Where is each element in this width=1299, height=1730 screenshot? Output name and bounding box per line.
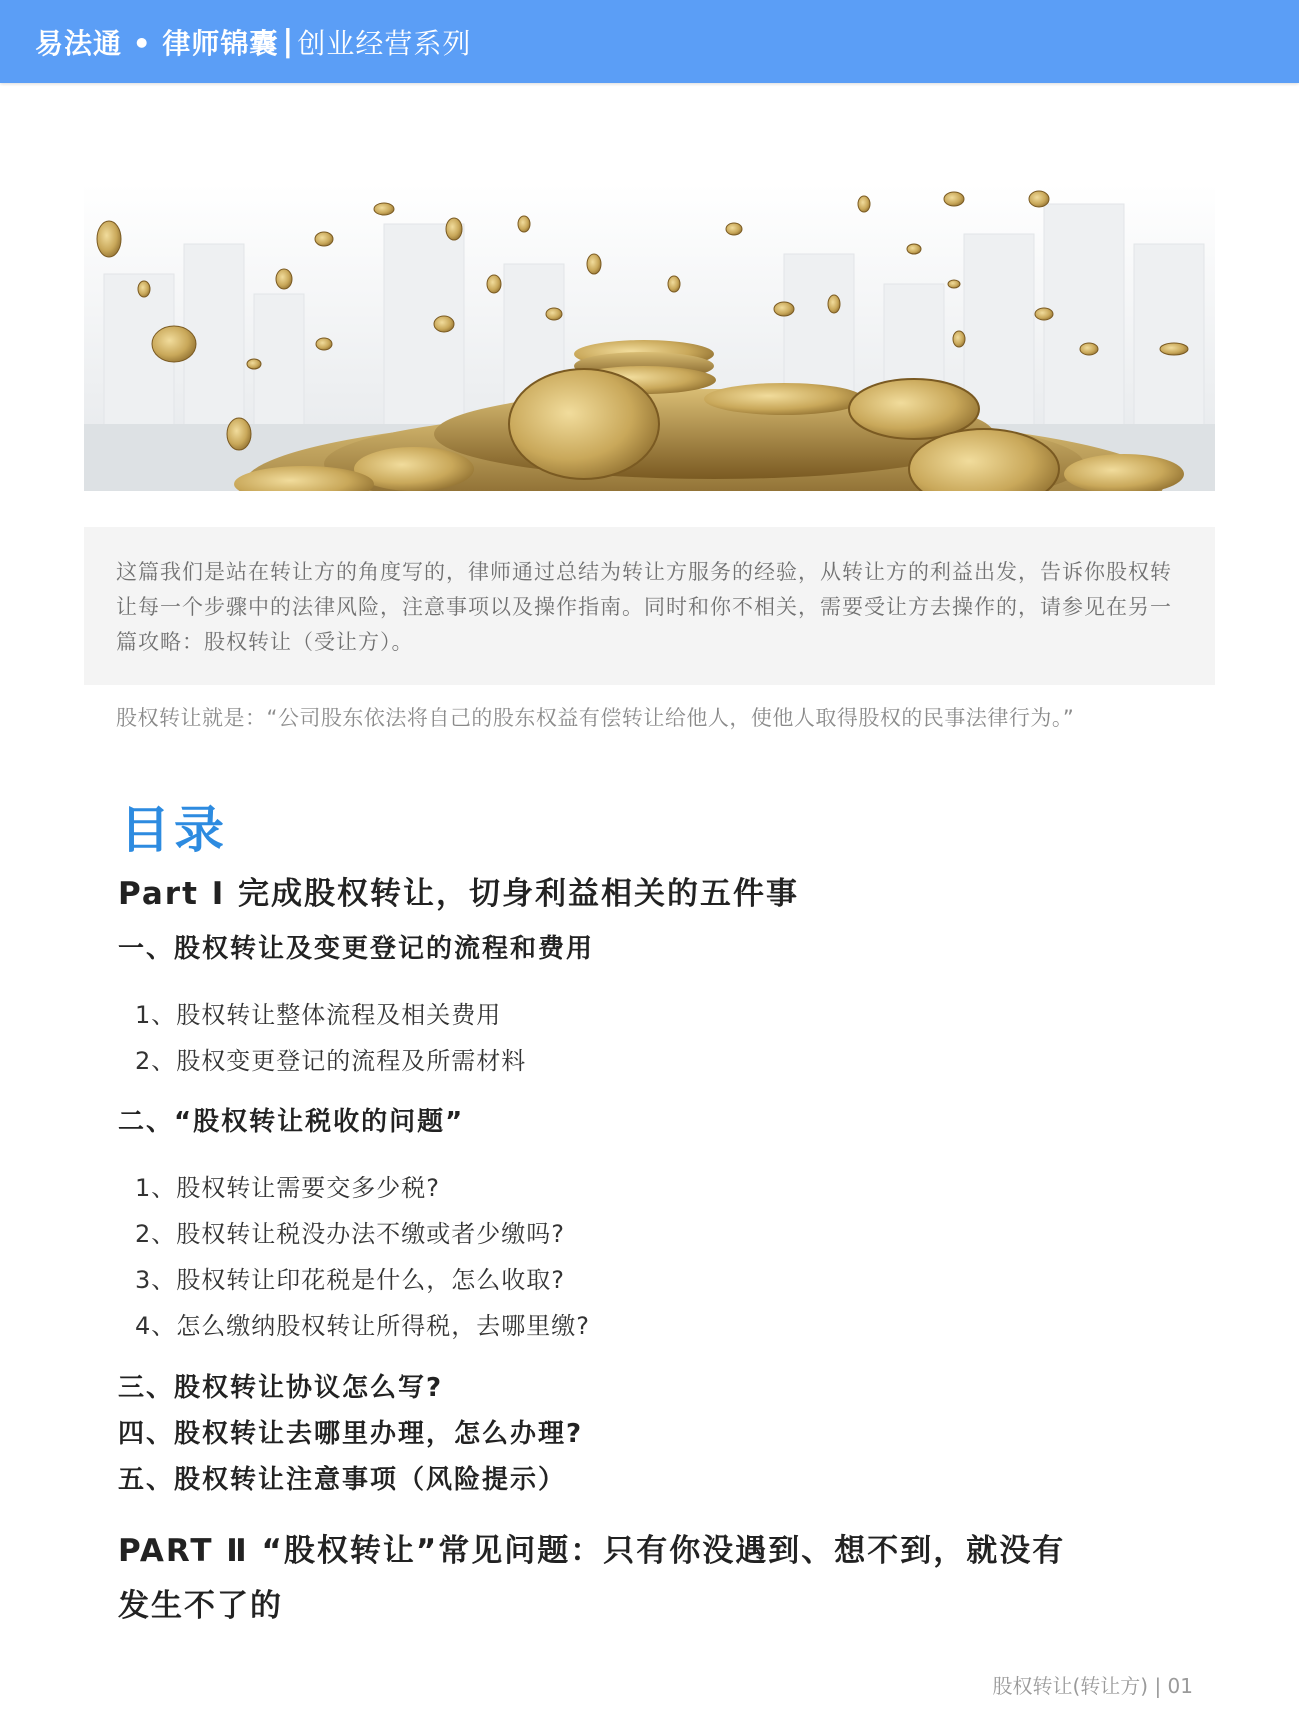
coins-image <box>84 184 1215 491</box>
toc-part-1[interactable]: Part Ⅰ 完成股权转让，切身利益相关的五件事 <box>118 876 800 912</box>
toc-part-2-line-2[interactable]: 发生不了的 <box>118 1588 283 1624</box>
toc-part-2-line-1[interactable]: PART Ⅱ “股权转让”常见问题：只有你没遇到、想不到，就没有 <box>118 1533 1066 1569</box>
toc-item-2-1[interactable]: 1、股权转让需要交多少税? <box>135 1174 441 1202</box>
definition-text: 股权转让就是：“公司股东依法将自己的股东权益有偿转让给他人，使他人取得股权的民事法律行为。” <box>116 706 1075 730</box>
toc-item-2-4[interactable]: 4、怎么缴纳股权转让所得税，去哪里缴? <box>135 1312 591 1340</box>
toc-item-2-2[interactable]: 2、股权转让税没办法不缴或者少缴吗? <box>135 1220 566 1248</box>
coins-banner-image <box>84 184 1215 491</box>
page-footer: 股权转让(转让方) | 01 <box>992 1674 1193 1698</box>
header-brand: 易法通 • 律师锦囊 <box>35 26 279 60</box>
toc-item-1-1[interactable]: 1、股权转让整体流程及相关费用 <box>135 1001 502 1029</box>
toc-section-2[interactable]: 二、“股权转让税收的问题” <box>118 1107 465 1137</box>
toc-section-1[interactable]: 一、股权转让及变更登记的流程和费用 <box>118 934 595 964</box>
header-separator: | <box>282 24 294 59</box>
toc-title: 目录 <box>120 801 228 859</box>
toc-section-4[interactable]: 四、股权转让去哪里办理，怎么办理? <box>118 1419 584 1449</box>
toc-item-2-3[interactable]: 3、股权转让印花税是什么，怎么收取? <box>135 1266 566 1294</box>
toc-section-3[interactable]: 三、股权转让协议怎么写? <box>118 1373 444 1403</box>
toc-item-1-2[interactable]: 2、股权变更登记的流程及所需材料 <box>135 1047 527 1075</box>
intro-box <box>84 527 1215 685</box>
toc-section-5[interactable]: 五、股权转让注意事项（风险提示） <box>118 1465 567 1495</box>
header-series: 创业经营系列 <box>297 26 472 60</box>
intro-text: 这篇我们是站在转让方的角度写的，律师通过总结为转让方服务的经验，从转让方的利益出发，告诉你股权转让每一个步骤中的法律风险，注意事项以及操作指南。同时和你不相关，需要受让方去操作的，请参见在另一篇攻略：股权转让（受让方）。 <box>116 560 1172 654</box>
page-header <box>0 0 1299 83</box>
